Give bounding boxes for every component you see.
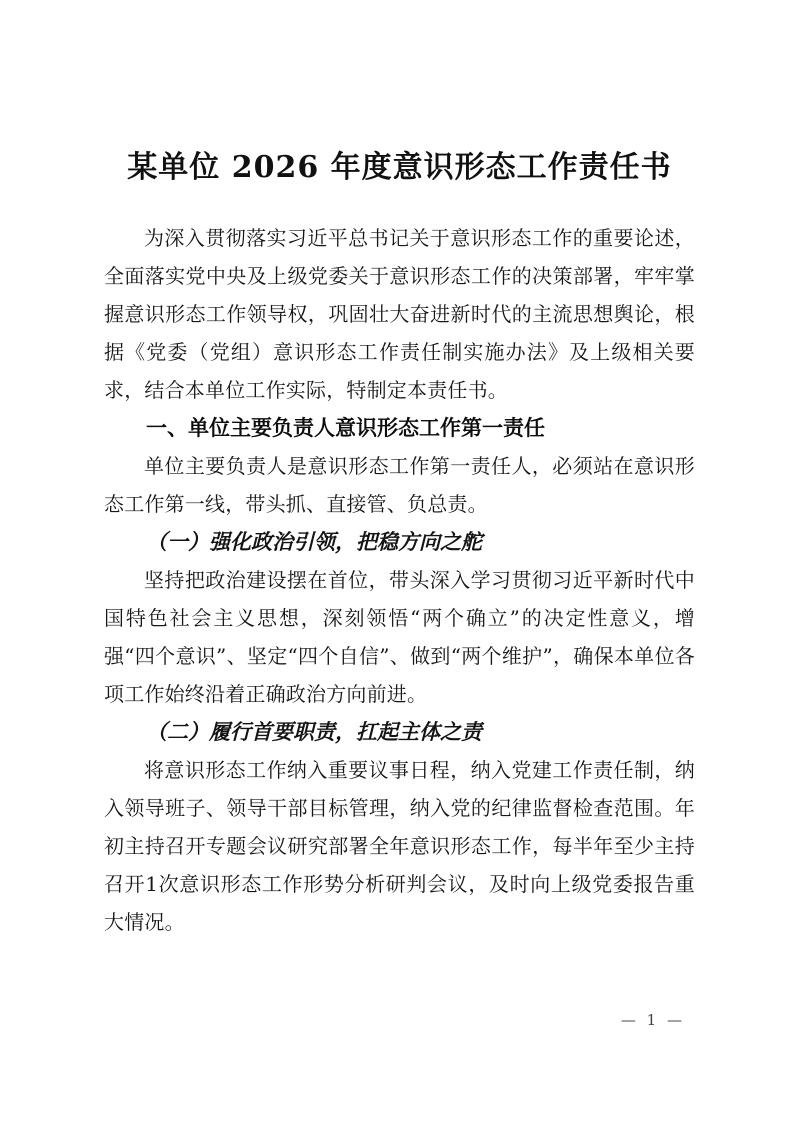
intro-paragraph: 为深入贯彻落实习近平总书记关于意识形态工作的重要论述，全面落实党中央及上级党委关于意识形态工作的决策部署，牢牢掌握意识形态工作领导权，巩固壮大奋进新时代的主流思想舆论，根据《党委（党组）意识形态工作责任制实施办法》及上级相关要求，结合本单位工作实际，特制定本责任书。 — [104, 226, 695, 402]
subsection-1-heading: （一）强化政治引领，把稳方向之舵 — [146, 529, 482, 554]
section-1-heading: 一、单位主要负责人意识形态工作第一责任 — [146, 416, 545, 440]
subsection-2-heading: （二）履行首要职责，扛起主体之责 — [146, 719, 482, 744]
subsection-2-paragraph: 将意识形态工作纳入重要议事日程，纳入党建工作责任制，纳入领导班子、领导干部目标管理，纳入党的纪律监督检查范围。年初主持召开专题会议研究部署全年意识形态工作，每半年至少主持召开1次意识形态工作形势分析研判会议，及时向上级党委报告重大情况。 — [104, 758, 695, 934]
page-number: — 1 — — [620, 1011, 685, 1029]
subsection-1-paragraph: 坚持把政治建设摆在首位，带头深入学习贯彻习近平新时代中国特色社会主义思想，深刻领悟“两个确立”的决定性意义，增强“四个意识”、坚定“四个自信”、做到“两个维护”，确保本单位各项工作始终沿着正确政治方向前进。 — [104, 568, 695, 706]
document-title: 某单位 2026 年度意识形态工作责任书 — [127, 150, 672, 185]
section-1-paragraph: 单位主要负责人是意识形态工作第一责任人，必须站在意识形态工作第一线，带头抓、直接管、负总责。 — [104, 454, 695, 516]
